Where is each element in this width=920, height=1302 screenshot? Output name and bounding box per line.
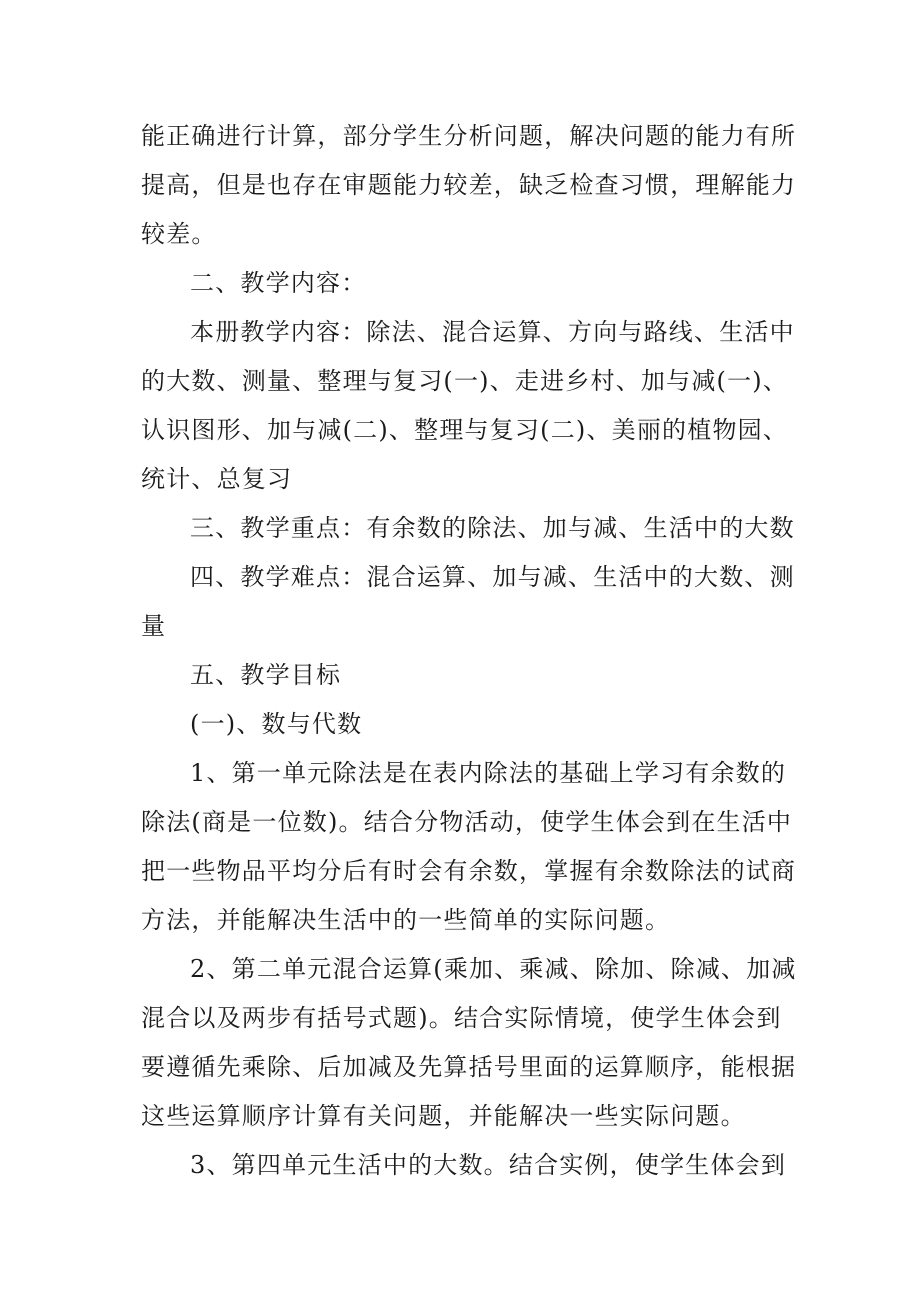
text-line: 2、第二单元混合运算(乘加、乘减、除加、除减、加减 [190,955,797,983]
text-line: 1、第一单元除法是在表内除法的基础上学习有余数的 [190,759,787,787]
text-line: 量 [141,612,167,640]
document-body [141,112,797,1190]
text-line: 提高，但是也存在审题能力较差，缺乏检查习惯，理解能力 [141,171,797,199]
text-line: 的大数、测量、整理与复习(一)、走进乡村、加与减(一)、 [141,367,789,395]
section-heading: 四、教学难点：混合运算、加与减、生活中的大数、测 [190,563,795,591]
text-line: 较差。 [141,220,217,248]
section-heading: 三、教学重点：有余数的除法、加与减、生活中的大数 [190,514,795,542]
text-line: 方法，并能解决生活中的一些简单的实际问题。 [141,906,671,934]
text-line: 认识图形、加与减(二)、整理与复习(二)、美丽的植物园、 [141,416,789,444]
text-line: 混合以及两步有括号式题)。结合实际情境，使学生体会到 [141,1004,782,1032]
subsection-heading: (一)、数与代数 [190,710,363,738]
text-line: 本册教学内容：除法、混合运算、方向与路线、生活中 [190,318,795,346]
text-line: 能正确进行计算，部分学生分析问题，解决问题的能力有所 [141,122,797,150]
text-line: 把一些物品平均分后有时会有余数，掌握有余数除法的试商 [141,857,797,885]
text-line: 要遵循先乘除、后加减及先算括号里面的运算顺序，能根据 [141,1053,797,1081]
text-line: 这些运算顺序计算有关问题，并能解决一些实际问题。 [141,1102,746,1130]
section-heading: 五、教学目标 [190,661,342,689]
text-line: 除法(商是一位数)。结合分物活动，使学生体会到在生活中 [141,808,793,836]
text-line: 统计、总复习 [141,465,293,493]
text-line: 3、第四单元生活中的大数。结合实例，使学生体会到 [190,1151,787,1179]
section-heading: 二、教学内容： [190,269,367,297]
